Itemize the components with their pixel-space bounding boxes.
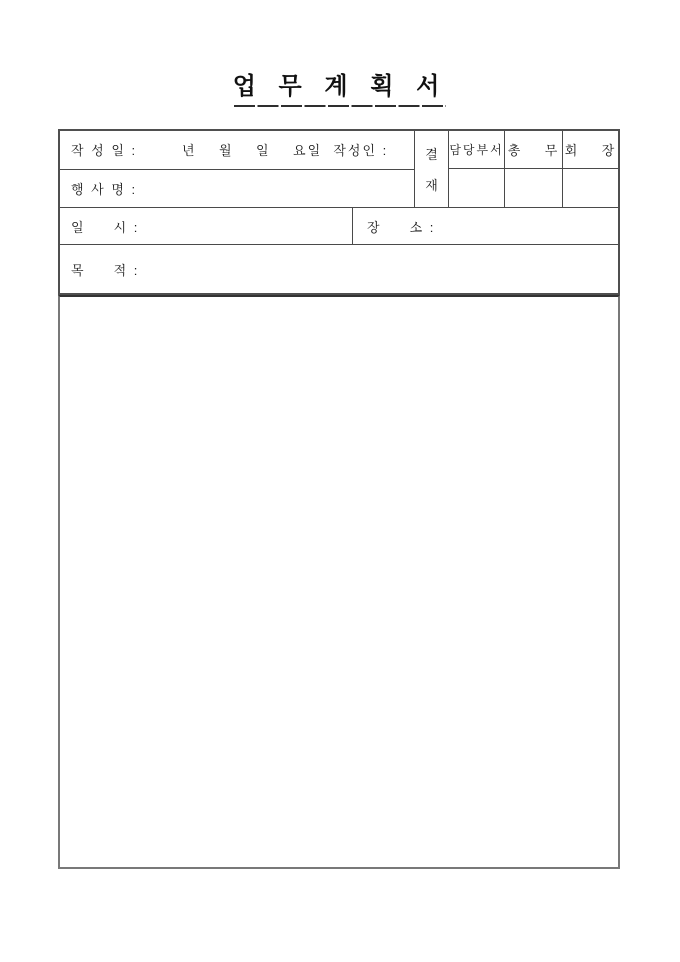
event-name-field[interactable] [60, 170, 414, 208]
left-fields-column [60, 131, 415, 207]
plan-content-area[interactable] [58, 295, 620, 869]
approval-signature-cell-chairman[interactable] [563, 169, 618, 207]
approval-header-chairman-label: 회 장 [564, 143, 617, 158]
header-form-table [58, 129, 620, 295]
purpose-label: 목 적 : [71, 262, 140, 278]
form-row-group-top [60, 131, 618, 207]
approval-grid [449, 131, 618, 207]
approval-signature-cell-general-affairs[interactable] [505, 169, 563, 207]
title-underline [234, 105, 446, 107]
approval-header-department-label: 담당부서 [449, 143, 504, 157]
approval-stamp-label-bottom: 재 [425, 178, 438, 194]
approval-signature-row [449, 169, 618, 207]
approval-header-chairman [563, 131, 618, 168]
datetime-label: 일 시 : [71, 219, 140, 235]
approval-header-row [449, 131, 618, 169]
form-row-datetime-place [60, 207, 618, 244]
datetime-field[interactable] [60, 208, 353, 244]
created-date-label: 작 성 일 : 년 월 일 요일 작성인 : [71, 143, 389, 159]
page-title: 업 무 계 획 서 [232, 73, 448, 100]
place-field[interactable] [353, 208, 618, 244]
place-label: 장 소 : [367, 219, 436, 235]
approval-header-department [449, 131, 505, 168]
event-name-label: 행 사 명 : [71, 181, 138, 197]
approval-stamp-label-top: 결 [425, 146, 438, 162]
approval-signature-cell-department[interactable] [449, 169, 505, 207]
approval-stamp-column [415, 131, 449, 207]
approval-header-general-affairs-label: 총 무 [507, 143, 560, 158]
purpose-field[interactable] [60, 244, 618, 293]
title-block [0, 72, 680, 107]
approval-header-general-affairs [505, 131, 563, 168]
created-date-field[interactable] [60, 131, 414, 170]
